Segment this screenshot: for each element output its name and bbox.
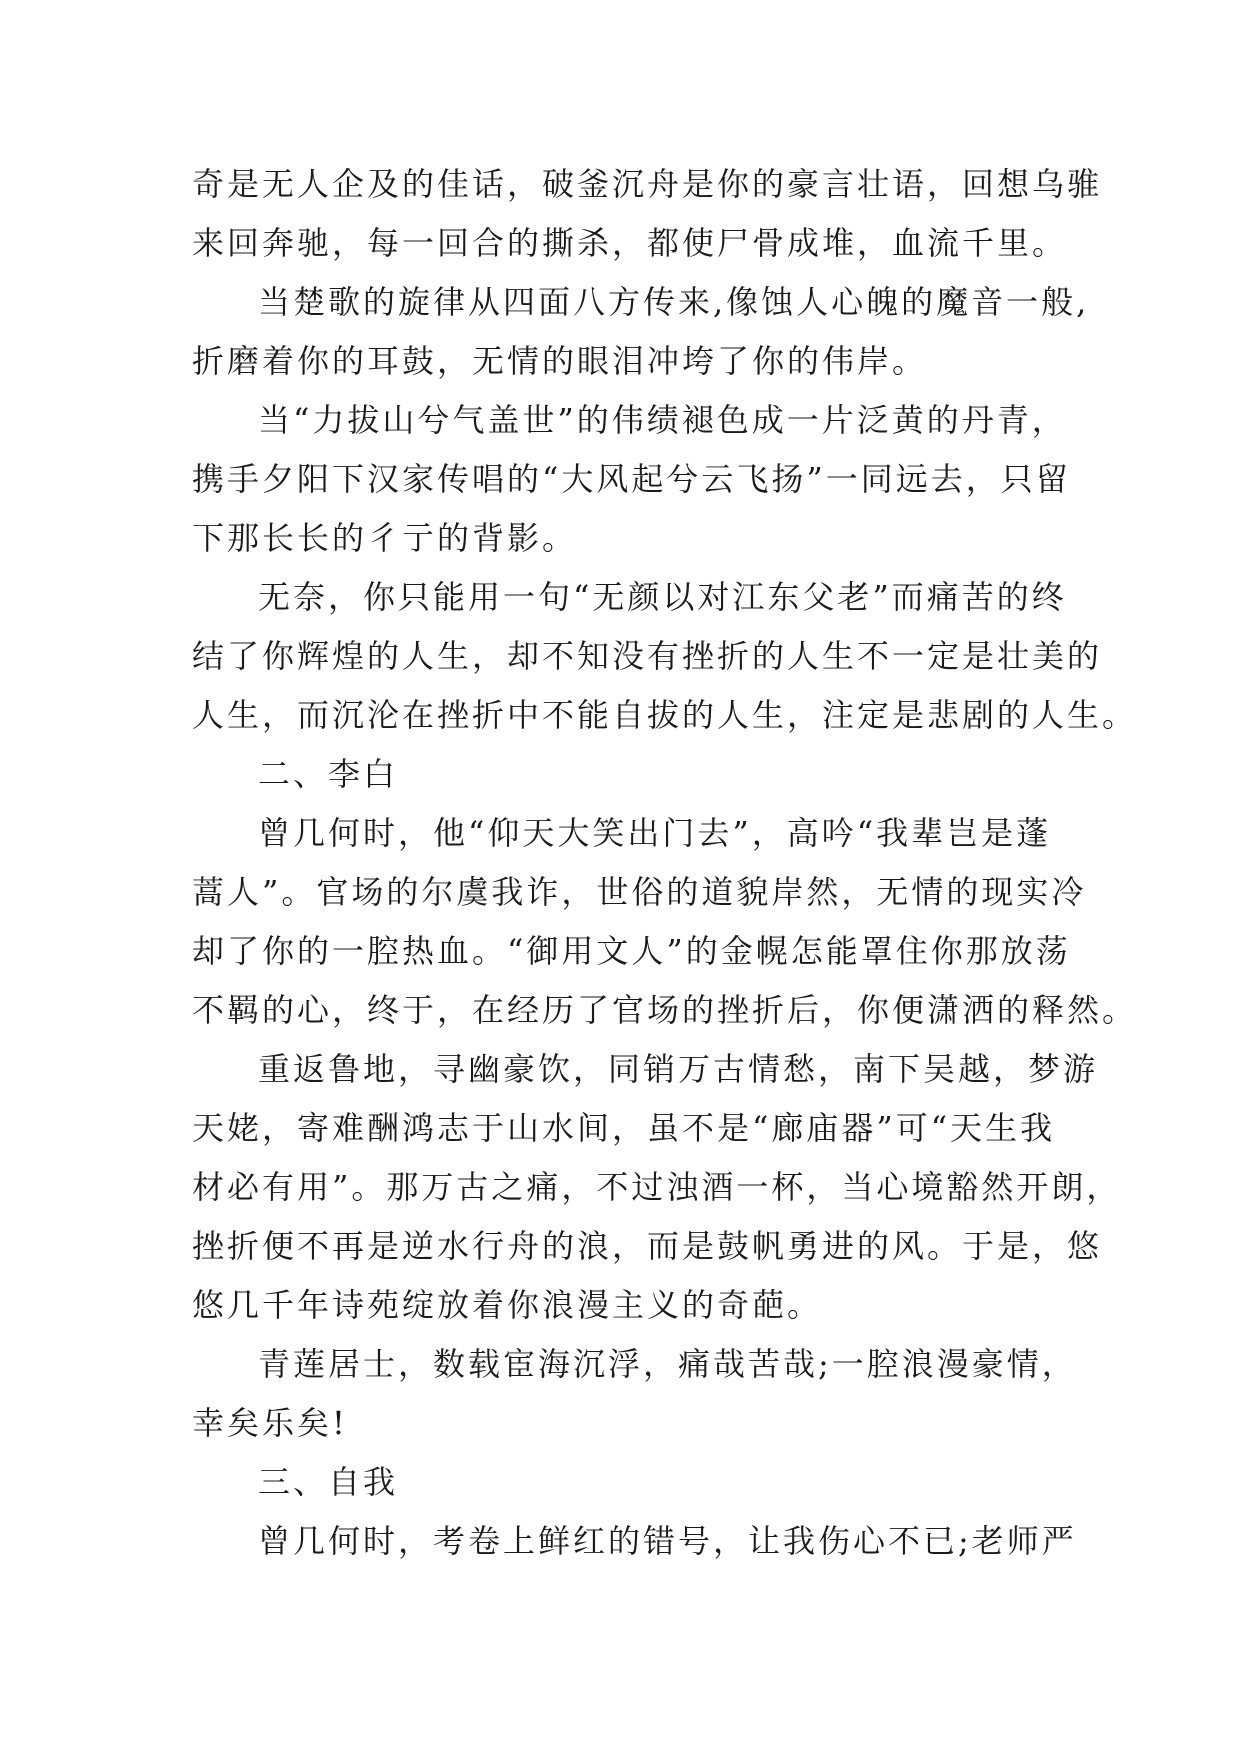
paragraph-line: 曾几何时，他“仰天大笑出门去”，高吟“我辈岂是蓬 xyxy=(258,814,1052,852)
paragraph-line: 折磨着你的耳鼓，无情的眼泪冲垮了你的伟岸。 xyxy=(192,342,928,380)
document-body xyxy=(192,155,1138,1571)
paragraph-line: 却了你的一腔热血。“御用文人”的金幌怎能罩住你那放荡 xyxy=(192,932,1071,970)
section-heading-libai: 二、李白 xyxy=(258,755,399,793)
paragraph-line: 挫折便不再是逆水行舟的浪，而是鼓帆勇进的风。于是，悠 xyxy=(192,1227,1103,1265)
paragraph-line: 蒿人”。官场的尔虞我诈，世俗的道貌岸然，无情的现实冷 xyxy=(192,873,1087,911)
paragraph-line: 天姥，寄难酬鸿志于山水间，虽不是“廊庙器”可“天生我 xyxy=(192,1109,1056,1147)
paragraph-line: 悠几千年诗苑绽放着你浪漫主义的奇葩。 xyxy=(192,1286,823,1324)
paragraph-line: 下那长长的彳亍的背影。 xyxy=(192,519,578,557)
paragraph-line: 幸矣乐矣! xyxy=(192,1404,348,1442)
paragraph-line: 携手夕阳下汉家传唱的“大风起兮云飞扬”一同远去，只留 xyxy=(192,460,1071,498)
paragraph-line: 无奈，你只能用一句“无颜以对江东父老”而痛苦的终 xyxy=(258,578,1067,616)
paragraph-line: 人生，而沉沦在挫折中不能自拔的人生，注定是悲剧的人生。 xyxy=(192,696,1138,734)
paragraph-line: 来回奔驰，每一回合的撕杀，都使尸骨成堆，血流千里。 xyxy=(192,224,1068,262)
paragraph-line: 重返鲁地，寻幽豪饮，同销万古情愁，南下吴越，梦游 xyxy=(258,1050,1099,1088)
paragraph-line: 材必有用”。那万古之痛，不过浊酒一杯，当心境豁然开朗， xyxy=(192,1168,1122,1206)
section-heading-self: 三、自我 xyxy=(258,1463,399,1501)
paragraph-line: 曾几何时，考卷上鲜红的错号，让我伤心不已;老师严 xyxy=(258,1522,1077,1560)
paragraph-line: 结了你辉煌的人生，却不知没有挫折的人生不一定是壮美的 xyxy=(192,637,1103,675)
paragraph-line: 当“力拔山兮气盖世”的伟绩褪色成一片泛黄的丹青， xyxy=(258,401,1067,439)
paragraph-line: 奇是无人企及的佳话，破釜沉舟是你的豪言壮语，回想乌骓 xyxy=(192,165,1103,203)
paragraph-line: 青莲居士，数载宦海沉浮，痛哉苦哉;一腔浪漫豪情， xyxy=(258,1345,1077,1383)
paragraph-line: 不羁的心，终于，在经历了官场的挫折后，你便潇洒的释然。 xyxy=(192,991,1138,1029)
paragraph-line: 当楚歌的旋律从四面八方传来,像蚀人心魄的魔音一般, xyxy=(258,283,1090,321)
